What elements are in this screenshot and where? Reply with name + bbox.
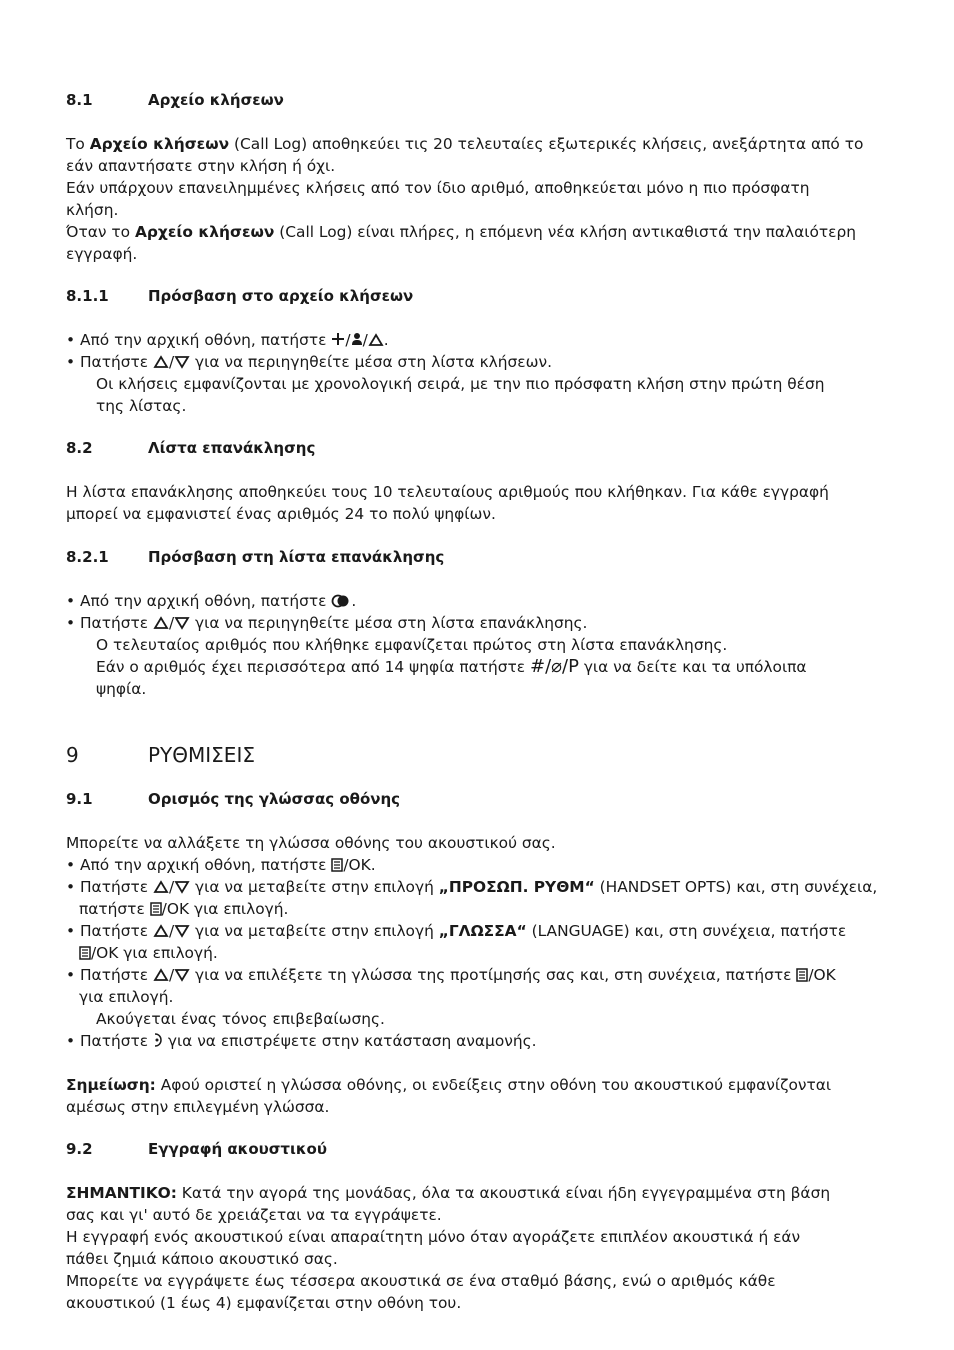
text: Πατήστε bbox=[79, 922, 153, 940]
menu-option: „ΠΡΟΣΩΠ. ΡΥΘΜ“ bbox=[438, 878, 595, 896]
section-heading-8-2 bbox=[66, 438, 315, 458]
note-line bbox=[96, 656, 807, 678]
paragraph-line: κλήση. bbox=[66, 201, 119, 219]
section-title: Ορισμός της γλώσσας οθόνης bbox=[148, 790, 401, 808]
bullet-item: • Πατήστε / για να περιηγηθείτε μέσα στη λίστα κλήσεων. bbox=[66, 353, 552, 371]
note-line: ψηφία. bbox=[96, 680, 147, 698]
down-triangle-icon bbox=[174, 880, 190, 894]
up-triangle-icon bbox=[153, 880, 169, 894]
note-line: Οι κλήσεις εμφανίζονται με χρονολογική σειρά, με την πιο πρόσφατη κλήση στην πρώτη θέση bbox=[96, 375, 825, 393]
note-label: Σημείωση: bbox=[66, 1076, 156, 1094]
text: (LANGUAGE) και, στη συνέχεια, πατήστε bbox=[526, 922, 847, 940]
menu-icon bbox=[796, 968, 808, 982]
menu-option: „ΓΛΩΣΣΑ“ bbox=[438, 922, 527, 940]
menu-icon bbox=[79, 946, 91, 960]
text: (HANDSET OPTS) και, στη συνέχεια, bbox=[594, 878, 878, 896]
section-title: Πρόσβαση στο αρχείο κλήσεων bbox=[148, 287, 414, 305]
section-title: Λίστα επανάκλησης bbox=[148, 439, 316, 457]
person-icon bbox=[351, 331, 363, 347]
bullet-continuation bbox=[79, 898, 288, 920]
paragraph-line: εγγραφή. bbox=[66, 245, 138, 263]
text: (Call Log) αποθηκεύει τις 20 τελευταίες εξωτερικές κλήσεις, ανεξάρτητα από το bbox=[229, 135, 864, 153]
bullet-item: • Πατήστε / για να περιηγηθείτε μέσα στη λίστα επανάκλησης. bbox=[66, 614, 588, 632]
text: για να περιηγηθείτε μέσα στη λίστα επανάκλησης. bbox=[190, 614, 588, 632]
text: Κατά την αγορά της μονάδας, όλα τα ακουστικά είναι ήδη εγγεγραμμένα στη βάση bbox=[176, 1184, 831, 1202]
chapter-number: 9 bbox=[66, 743, 79, 767]
section-heading-9-1 bbox=[66, 789, 400, 809]
paragraph-line: Μπορείτε να αλλάξετε τη γλώσσα οθόνης του ακουστικού σας. bbox=[66, 834, 556, 852]
text: πατήστε bbox=[79, 900, 150, 918]
section-number: 8.2 bbox=[66, 439, 93, 457]
text: για να περιηγηθείτε μέσα στη λίστα κλήσεων. bbox=[190, 353, 552, 371]
bullet-item: • Από την αρχική οθόνη, πατήστε /OK. bbox=[66, 856, 376, 874]
text: Πατήστε bbox=[79, 878, 153, 896]
section-title: Αρχείο κλήσεων bbox=[148, 91, 284, 109]
note-line: Ο τελευταίος αριθμός που κλήθηκε εμφανίζεται πρώτος στη λίστα επανάκλησης. bbox=[96, 636, 728, 654]
bullet-continuation bbox=[79, 942, 218, 964]
down-triangle-icon bbox=[174, 355, 190, 369]
section-heading-9-2 bbox=[66, 1139, 327, 1159]
text: για επιλογή. bbox=[118, 944, 218, 962]
bullet-item: • Από την αρχική οθόνη, πατήστε / / . bbox=[66, 331, 389, 349]
text: Όταν το bbox=[66, 223, 135, 241]
paragraph-line: Η εγγραφή ενός ακουστικού είναι απαραίτητη μόνο όταν αγοράζετε επιπλέον ακουστικά ή εάν bbox=[66, 1228, 801, 1246]
important-paragraph bbox=[66, 1182, 830, 1204]
paragraph-line: Εάν υπάρχουν επανειλημμένες κλήσεις από τον ίδιο αριθμό, αποθηκεύεται μόνο η πιο πρόσφατη bbox=[66, 179, 810, 197]
up-triangle-icon bbox=[153, 355, 169, 369]
down-triangle-icon bbox=[174, 616, 190, 630]
important-label: ΣΗΜΑΝΤΙΚΟ: bbox=[66, 1184, 177, 1202]
text: Αφού οριστεί η γλώσσα οθόνης, οι ενδείξεις στην οθόνη του ακουστικού εμφανίζονται bbox=[155, 1076, 832, 1094]
section-number: 9.1 bbox=[66, 790, 93, 808]
paragraph-line: ακουστικού (1 έως 4) εμφανίζεται στην οθόνη του. bbox=[66, 1294, 462, 1312]
ok-key: /OK bbox=[808, 966, 836, 984]
bullet: • bbox=[66, 1032, 76, 1050]
text: Πατήστε bbox=[79, 614, 153, 632]
paragraph-line: Μπορείτε να εγγράψετε έως τέσσερα ακουστικά σε ένα σταθμό βάσης, ενώ ο αριθμός κάθε bbox=[66, 1272, 776, 1290]
bullet: • bbox=[66, 592, 76, 610]
chapter-heading-9 bbox=[66, 742, 255, 768]
up-triangle-icon bbox=[153, 924, 169, 938]
down-triangle-icon bbox=[174, 924, 190, 938]
bullet-item bbox=[66, 1030, 537, 1052]
paragraph-line: Η λίστα επανάκλησης αποθηκεύει τους 10 τελευταίους αριθμούς που κλήθηκαν. Για κάθε εγγραφή bbox=[66, 483, 829, 501]
redial-icon bbox=[331, 594, 351, 608]
bullet: • bbox=[66, 353, 76, 371]
bullet-continuation: για επιλογή. bbox=[79, 988, 174, 1006]
text: Από την αρχική οθόνη, πατήστε bbox=[79, 331, 332, 349]
paragraph-line bbox=[66, 133, 888, 155]
note-line: Ακούγεται ένας τόνος επιβεβαίωσης. bbox=[96, 1010, 385, 1028]
bold-term: Αρχείο κλήσεων bbox=[134, 223, 275, 241]
bullet-item: • Πατήστε / για να μεταβείτε στην επιλογή „ΠΡΟΣΩΠ. ΡΥΘΜ“ (HANDSET OPTS) και, στη συνέχεια, bbox=[66, 878, 878, 896]
bold-term: Αρχείο κλήσεων bbox=[89, 135, 230, 153]
paragraph-line: σας και γι' αυτό δε χρειάζεται να τα εγγράψετε. bbox=[66, 1206, 442, 1224]
bullet: • bbox=[66, 856, 76, 874]
section-heading-8-1-1 bbox=[66, 286, 413, 306]
note-line: της λίστας. bbox=[96, 397, 187, 415]
text: για να επιλέξετε τη γλώσσα της προτίμησής σας και, στη συνέχεια, πατήστε bbox=[190, 966, 797, 984]
text: Το bbox=[66, 135, 90, 153]
text: (Call Log) είναι πλήρες, η επόμενη νέα κλήση αντικαθιστά την παλαιότερη bbox=[274, 223, 857, 241]
section-title: Εγγραφή ακουστικού bbox=[148, 1140, 327, 1158]
note-paragraph bbox=[66, 1074, 831, 1096]
text: για να επιστρέψετε στην κατάσταση αναμονής. bbox=[162, 1032, 537, 1050]
section-number: 8.1 bbox=[66, 91, 93, 109]
paragraph-line: αμέσως στην επιλεγμένη γλώσσα. bbox=[66, 1098, 330, 1116]
text: για να δείτε και τα υπόλοιπα bbox=[578, 658, 807, 676]
end-call-icon bbox=[153, 1032, 163, 1048]
text: για να μεταβείτε στην επιλογή bbox=[190, 878, 439, 896]
text: Πατήστε bbox=[79, 353, 153, 371]
text: Εάν ο αριθμός έχει περισσότερα από 14 ψηφία πατήστε bbox=[96, 658, 531, 676]
ok-key: /OK bbox=[91, 944, 119, 962]
paragraph-line: εάν απαντήσατε στην κλήση ή όχι. bbox=[66, 157, 336, 175]
text: Πατήστε bbox=[79, 1032, 153, 1050]
bullet: • bbox=[66, 878, 76, 896]
section-number: 9.2 bbox=[66, 1140, 93, 1158]
up-triangle-icon bbox=[368, 333, 384, 347]
bullet: • bbox=[66, 966, 76, 984]
bullet-item: • Πατήστε / για να μεταβείτε στην επιλογή „ΓΛΩΣΣΑ“ (LANGUAGE) και, στη συνέχεια, πατήστε bbox=[66, 922, 847, 940]
text: Από την αρχική οθόνη, πατήστε bbox=[79, 592, 332, 610]
section-heading-8-2-1 bbox=[66, 547, 444, 567]
ok-key: /OK bbox=[161, 900, 190, 918]
section-heading-8-1 bbox=[66, 90, 284, 110]
bullet-item: • Από την αρχική οθόνη, πατήστε . bbox=[66, 592, 357, 610]
bullet: • bbox=[66, 922, 76, 940]
up-triangle-icon bbox=[153, 616, 169, 630]
paragraph-line: μπορεί να εμφανιστεί ένας αριθμός 24 το πολύ ψηφίων. bbox=[66, 505, 496, 523]
text: Από την αρχική οθόνη, πατήστε bbox=[79, 856, 332, 874]
bullet: • bbox=[66, 331, 76, 349]
ok-key: /OK bbox=[343, 856, 371, 874]
menu-icon bbox=[150, 902, 162, 916]
section-title: Πρόσβαση στη λίστα επανάκλησης bbox=[148, 548, 445, 566]
bullet: • bbox=[66, 614, 76, 632]
text: για επιλογή. bbox=[189, 900, 289, 918]
paragraph-line bbox=[66, 221, 856, 243]
text: για να μεταβείτε στην επιλογή bbox=[190, 922, 439, 940]
menu-icon bbox=[331, 858, 343, 872]
paragraph-line: πάθει ζημιά κάποιο ακουστικό σας. bbox=[66, 1250, 338, 1268]
down-triangle-icon bbox=[174, 968, 190, 982]
section-number: 8.1.1 bbox=[66, 287, 109, 305]
plus-icon bbox=[331, 331, 345, 347]
chapter-title: ΡΥΘΜΙΣΕΙΣ bbox=[148, 743, 255, 767]
up-triangle-icon bbox=[153, 968, 169, 982]
text: Πατήστε bbox=[79, 966, 153, 984]
bullet-item: • Πατήστε / για να επιλέξετε τη γλώσσα της προτίμησής σας και, στη συνέχεια, πατήστε /OK bbox=[66, 966, 836, 984]
section-number: 8.2.1 bbox=[66, 548, 109, 566]
hash-key-icon: #/⌀/P bbox=[530, 656, 579, 677]
